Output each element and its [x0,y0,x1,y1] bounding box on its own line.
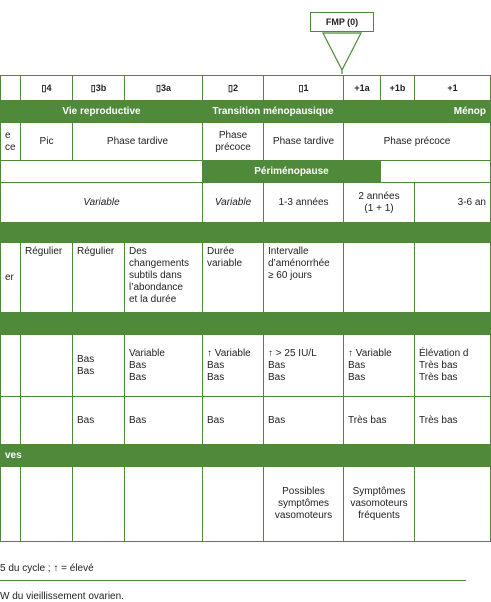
duration-post-2: 3-6 an [415,183,491,223]
fmp-label: FMP (0) [310,12,374,32]
section-band [1,313,491,335]
hormone-row-1 [1,335,491,397]
stage-cell: +1 [415,76,491,101]
duration-trans-variable: Variable [203,183,264,223]
stage-box-icon: ▯ [228,83,233,93]
blank-cell [1,397,21,445]
blank-cell [21,467,73,542]
band-perimenopause: Périménopause [203,161,381,183]
hormone-cell: Élévation d Très bas Très bas [415,335,491,397]
symptom-cell: Symptômes vasomoteurs fréquents [344,467,415,542]
stage-cell: ▯3a [125,76,203,101]
hormone-cell: Bas [73,397,125,445]
divider [0,580,466,581]
stage-box-icon: ▯ [41,83,47,93]
blank-cell [415,467,491,542]
symptoms-row [1,467,491,542]
phase-peak: Pic [21,123,73,161]
hormone-cell: Bas [125,397,203,445]
duration-row [1,183,491,223]
blank-cell [1,467,21,542]
menstrual-cell: er [1,243,21,313]
phase-cell: e ce [1,123,21,161]
phase-trans-late: Phase tardive [264,123,344,161]
hormone-cell: Très bas [344,397,415,445]
menstrual-cell: Régulier [73,243,125,313]
blank-cell [1,161,203,183]
band-symptoms: ves [1,445,491,467]
footnote-legend: 5 du cycle ; ↑ = élevé [0,563,94,574]
hormone-cell: Bas Bas [73,335,125,397]
perimenopause-row [1,161,491,183]
stage-box-icon: ▯ [298,83,304,93]
band-menopause: Ménop [344,101,491,123]
stage-cell: ▯4 [21,76,73,101]
section-band [1,223,491,243]
menstrual-cell: Intervalle d’aménorrhée ≥ 60 jours [264,243,344,313]
blank-cell [21,335,73,397]
hormone-cell: Très bas [415,397,491,445]
green-band [1,223,491,243]
menstrual-cell: Durée variable [203,243,264,313]
band-row [1,101,491,123]
blank-cell [415,243,491,313]
fmp-arrow-icon [322,32,362,74]
phase-row [1,123,491,161]
symptoms-band-row [1,445,491,467]
duration-variable: Variable [1,183,203,223]
stage-cell: ▯2 [203,76,264,101]
hormone-cell: Bas [264,397,344,445]
hormone-cell: ↑ Variable Bas Bas [203,335,264,397]
stage-box-icon: ▯ [156,83,161,93]
phase-trans-early: Phase précoce [203,123,264,161]
stage-cell: +1a [344,76,381,101]
stage-cell: ▯3b [73,76,125,101]
duration-post-1: 2 années (1 + 1) [344,183,415,223]
blank-cell [125,467,203,542]
menstrual-cell: Régulier [21,243,73,313]
phase-late: Phase tardive [73,123,203,161]
blank-cell [344,243,415,313]
stage-row [1,76,491,101]
footnote-caption: W du vieillissement ovarien. [0,591,124,602]
band-transition: Transition ménopausique [203,101,344,123]
menstrual-cell: Des changements subtils dans l’abondance et la durée [125,243,203,313]
stage-cell: ▯1 [264,76,344,101]
blank-cell [73,467,125,542]
blank-cell [381,161,491,183]
hormone-row-2 [1,397,491,445]
band-reproductive: Vie reproductive [1,101,203,123]
menstrual-row [1,243,491,313]
stage-box-icon: ▯ [90,83,96,93]
duration-late-trans: 1-3 années [264,183,344,223]
blank-cell [1,335,21,397]
symptom-cell: Possibles symptômes vasomoteurs [264,467,344,542]
stage-cell: +1b [381,76,415,101]
blank-cell [203,467,264,542]
hormone-cell: ↑ > 25 IU/L Bas Bas [264,335,344,397]
stage-cell [1,76,21,101]
green-band [1,313,491,335]
hormone-cell: Bas [203,397,264,445]
hormone-cell: ↑ Variable Bas Bas [344,335,415,397]
phase-post-early: Phase précoce [344,123,491,161]
blank-cell [21,397,73,445]
hormone-cell: Variable Bas Bas [125,335,203,397]
staging-table [0,75,491,542]
